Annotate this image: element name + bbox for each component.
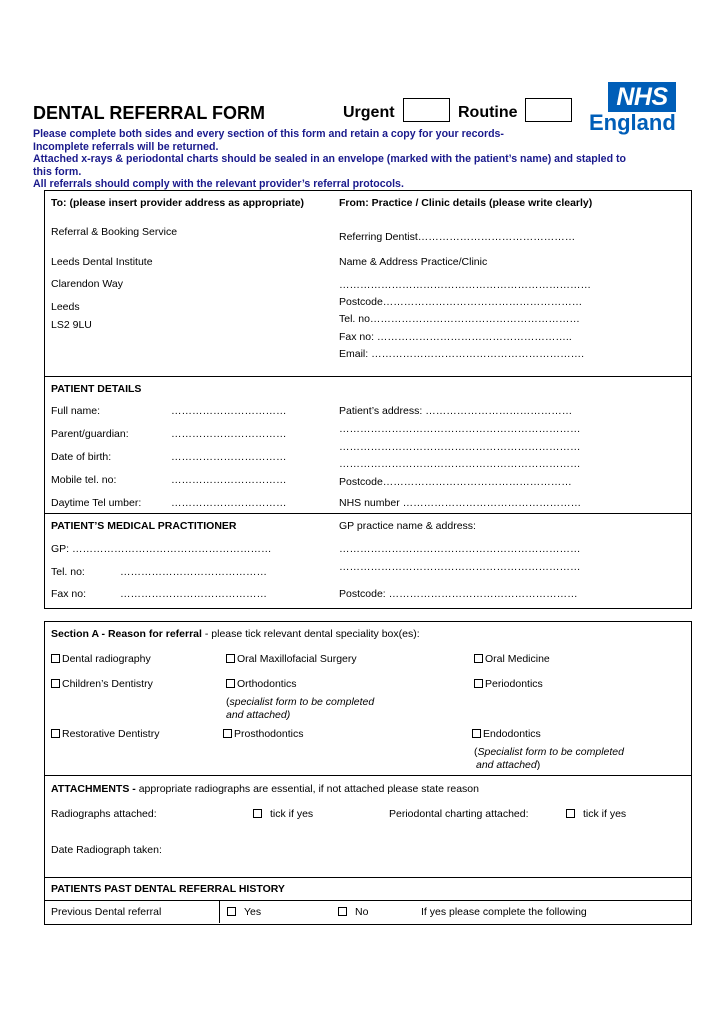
urgent-checkbox[interactable]	[403, 98, 450, 122]
periodontics-option[interactable]	[474, 678, 543, 690]
option-label: Oral Maxillofacial Surgery	[237, 653, 357, 665]
attachments-title: ATTACHMENTS -	[51, 783, 139, 795]
perio-chart-option[interactable]	[566, 808, 626, 820]
parent-label: Parent/guardian:	[51, 428, 129, 440]
daytime-field[interactable]: ……………………………	[171, 497, 287, 509]
history-no-option[interactable]	[338, 906, 368, 918]
divider	[44, 376, 691, 377]
notice-line: Incomplete referrals will be returned.	[33, 141, 219, 153]
divider	[44, 900, 691, 901]
to-line: Clarendon Way	[51, 278, 123, 290]
option-label: Oral Medicine	[485, 653, 550, 665]
previous-referral-label: Previous Dental referral	[51, 906, 162, 918]
checkbox-icon[interactable]	[566, 809, 575, 818]
ortho-note-2: and attached)	[226, 709, 291, 721]
option-label: Children’s Dentistry	[62, 678, 153, 690]
patient-address-field[interactable]: Patient’s address: ……………………………………	[339, 405, 573, 417]
attachments-instruction: appropriate radiographs are essential, if not attached please state reason	[138, 783, 479, 795]
full-name-field[interactable]: ……………………………	[171, 405, 287, 417]
checkbox-icon[interactable]	[51, 679, 60, 688]
gp-heading: PATIENT’S MEDICAL PRACTITIONER	[51, 520, 237, 532]
endo-note: (Specialist form to be completed	[474, 746, 624, 758]
checkbox-icon[interactable]	[226, 654, 235, 663]
referring-dentist-field[interactable]: Referring Dentist………………………………………	[339, 231, 576, 243]
gp-tel-field[interactable]: ……………………………………	[120, 566, 267, 578]
section-a-instruction: - please tick relevant dental speciality box(es):	[201, 628, 420, 640]
gp-fax-label: Fax no:	[51, 588, 87, 600]
gp-field[interactable]: GP: …………………………………………………	[51, 543, 272, 555]
gp-postcode-field[interactable]: Postcode: ………………………………………………	[339, 588, 578, 600]
to-line: LS2 9LU	[51, 319, 92, 331]
checkbox-icon[interactable]	[253, 809, 262, 818]
endo-note-2: and attached)	[476, 759, 541, 771]
gp-practice-label: GP practice name & address:	[339, 520, 476, 532]
checkbox-icon[interactable]	[474, 679, 483, 688]
patient-heading: PATIENT DETAILS	[51, 383, 142, 395]
perio-chart-label: Periodontal charting attached:	[389, 808, 529, 820]
full-name-label: Full name:	[51, 405, 101, 417]
dental-radiography-option[interactable]	[51, 653, 151, 665]
practice-address-field[interactable]: ………………………………………………………………	[339, 279, 591, 291]
checkbox-icon[interactable]	[227, 907, 236, 916]
ortho-note: (specialist form to be completed	[226, 696, 375, 708]
oral-max-option[interactable]	[226, 653, 357, 665]
referral-frame	[44, 621, 692, 925]
mobile-label: Mobile tel. no:	[51, 474, 117, 486]
radiographs-label: Radiographs attached:	[51, 808, 157, 820]
gp-practice-line[interactable]: ……………………………………………………………	[339, 543, 581, 555]
option-label: Yes	[244, 906, 262, 918]
daytime-label: Daytime Tel umber:	[51, 497, 142, 509]
practice-tel-field[interactable]: Tel. no……………………………………………………	[339, 313, 580, 325]
ortho-note-text: specialist form to be completed	[229, 696, 375, 708]
orthodontics-option[interactable]	[226, 678, 297, 690]
childrens-dentistry-option[interactable]	[51, 678, 153, 690]
gp-practice-line[interactable]: ……………………………………………………………	[339, 561, 581, 573]
checkbox-icon[interactable]	[474, 654, 483, 663]
option-label: Prosthodontics	[234, 728, 304, 740]
checkbox-icon[interactable]	[223, 729, 232, 738]
routine-checkbox[interactable]	[525, 98, 572, 122]
name-address-label: Name & Address Practice/Clinic	[339, 256, 488, 268]
notice-line: Please complete both sides and every section of this form and retain a copy for your records-	[33, 128, 504, 140]
notice-line: this form.	[33, 166, 82, 178]
nhs-number-field[interactable]: NHS number ……………………………………………	[339, 497, 582, 509]
restorative-option[interactable]	[51, 728, 159, 740]
nhs-logo-region: England	[589, 110, 676, 135]
to-line: Referral & Booking Service	[51, 226, 178, 238]
to-line: Leeds Dental Institute	[51, 256, 153, 268]
endo-note-text: Specialist form to be completed	[477, 746, 624, 758]
history-heading: PATIENTS PAST DENTAL REFERRAL HISTORY	[51, 883, 285, 895]
checkbox-icon[interactable]	[226, 679, 235, 688]
oral-medicine-option[interactable]	[474, 653, 550, 665]
patient-address-line[interactable]: ……………………………………………………………	[339, 441, 581, 453]
option-label: Restorative Dentistry	[62, 728, 160, 740]
divider	[44, 513, 691, 514]
from-heading: From: Practice / Clinic details (please write clearly)	[339, 197, 593, 209]
routine-label: Routine	[458, 104, 518, 121]
radiographs-option[interactable]	[253, 808, 313, 820]
attachments-heading	[51, 783, 479, 795]
practice-postcode-field[interactable]: Postcode…………………………………………………	[339, 296, 583, 308]
mobile-field[interactable]: ……………………………	[171, 474, 287, 486]
option-label: No	[355, 906, 369, 918]
checkbox-icon[interactable]	[338, 907, 347, 916]
patient-address-line[interactable]: ……………………………………………………………	[339, 423, 581, 435]
section-a-title: Section A - Reason for referral	[51, 628, 202, 640]
endodontics-option[interactable]	[472, 728, 541, 740]
prosthodontics-option[interactable]	[223, 728, 303, 740]
to-line: Leeds	[51, 301, 80, 313]
notice-line: Attached x-rays & periodontal charts should be sealed in an envelope (marked with the patient’s name) and stapled to	[33, 153, 626, 165]
option-label: tick if yes	[270, 808, 314, 820]
form-title: DENTAL REFERRAL FORM	[33, 103, 265, 123]
option-label: Periodontics	[485, 678, 543, 690]
checkbox-icon[interactable]	[472, 729, 481, 738]
gp-fax-field[interactable]: ……………………………………	[120, 588, 267, 600]
notice-line: All referrals should comply with the relevant provider’s referral protocols.	[33, 178, 404, 190]
to-heading: To: (please insert provider address as appropriate)	[51, 197, 305, 209]
practice-email-field[interactable]: Email: …………………………………………………….	[339, 348, 585, 360]
divider	[44, 877, 691, 878]
divider	[44, 775, 691, 776]
urgent-label: Urgent	[343, 104, 395, 121]
nhs-logo: NHS	[608, 82, 676, 112]
patient-postcode-field[interactable]: Postcode………………………………………………	[339, 476, 572, 488]
checkbox-icon[interactable]	[51, 729, 60, 738]
gp-tel-label: Tel. no:	[51, 566, 85, 578]
history-follow-label: If yes please complete the following	[421, 906, 587, 918]
practice-fax-field[interactable]: Fax no: ………………………………………………..	[339, 331, 572, 343]
checkbox-icon[interactable]	[51, 654, 60, 663]
option-label: Orthodontics	[237, 678, 297, 690]
option-label: Dental radiography	[62, 653, 151, 665]
option-label: tick if yes	[583, 808, 627, 820]
date-radiograph-label: Date Radiograph taken:	[51, 844, 162, 856]
dob-label: Date of birth:	[51, 451, 112, 463]
history-yes-option[interactable]	[227, 906, 261, 918]
divider	[219, 900, 220, 923]
option-label: Endodontics	[483, 728, 541, 740]
patient-address-line[interactable]: ……………………………………………………………	[339, 458, 581, 470]
section-a-heading	[51, 628, 420, 640]
endo-note-text: and attached	[476, 759, 537, 771]
parent-field[interactable]: ……………………………	[171, 428, 287, 440]
dob-field[interactable]: ……………………………	[171, 451, 287, 463]
